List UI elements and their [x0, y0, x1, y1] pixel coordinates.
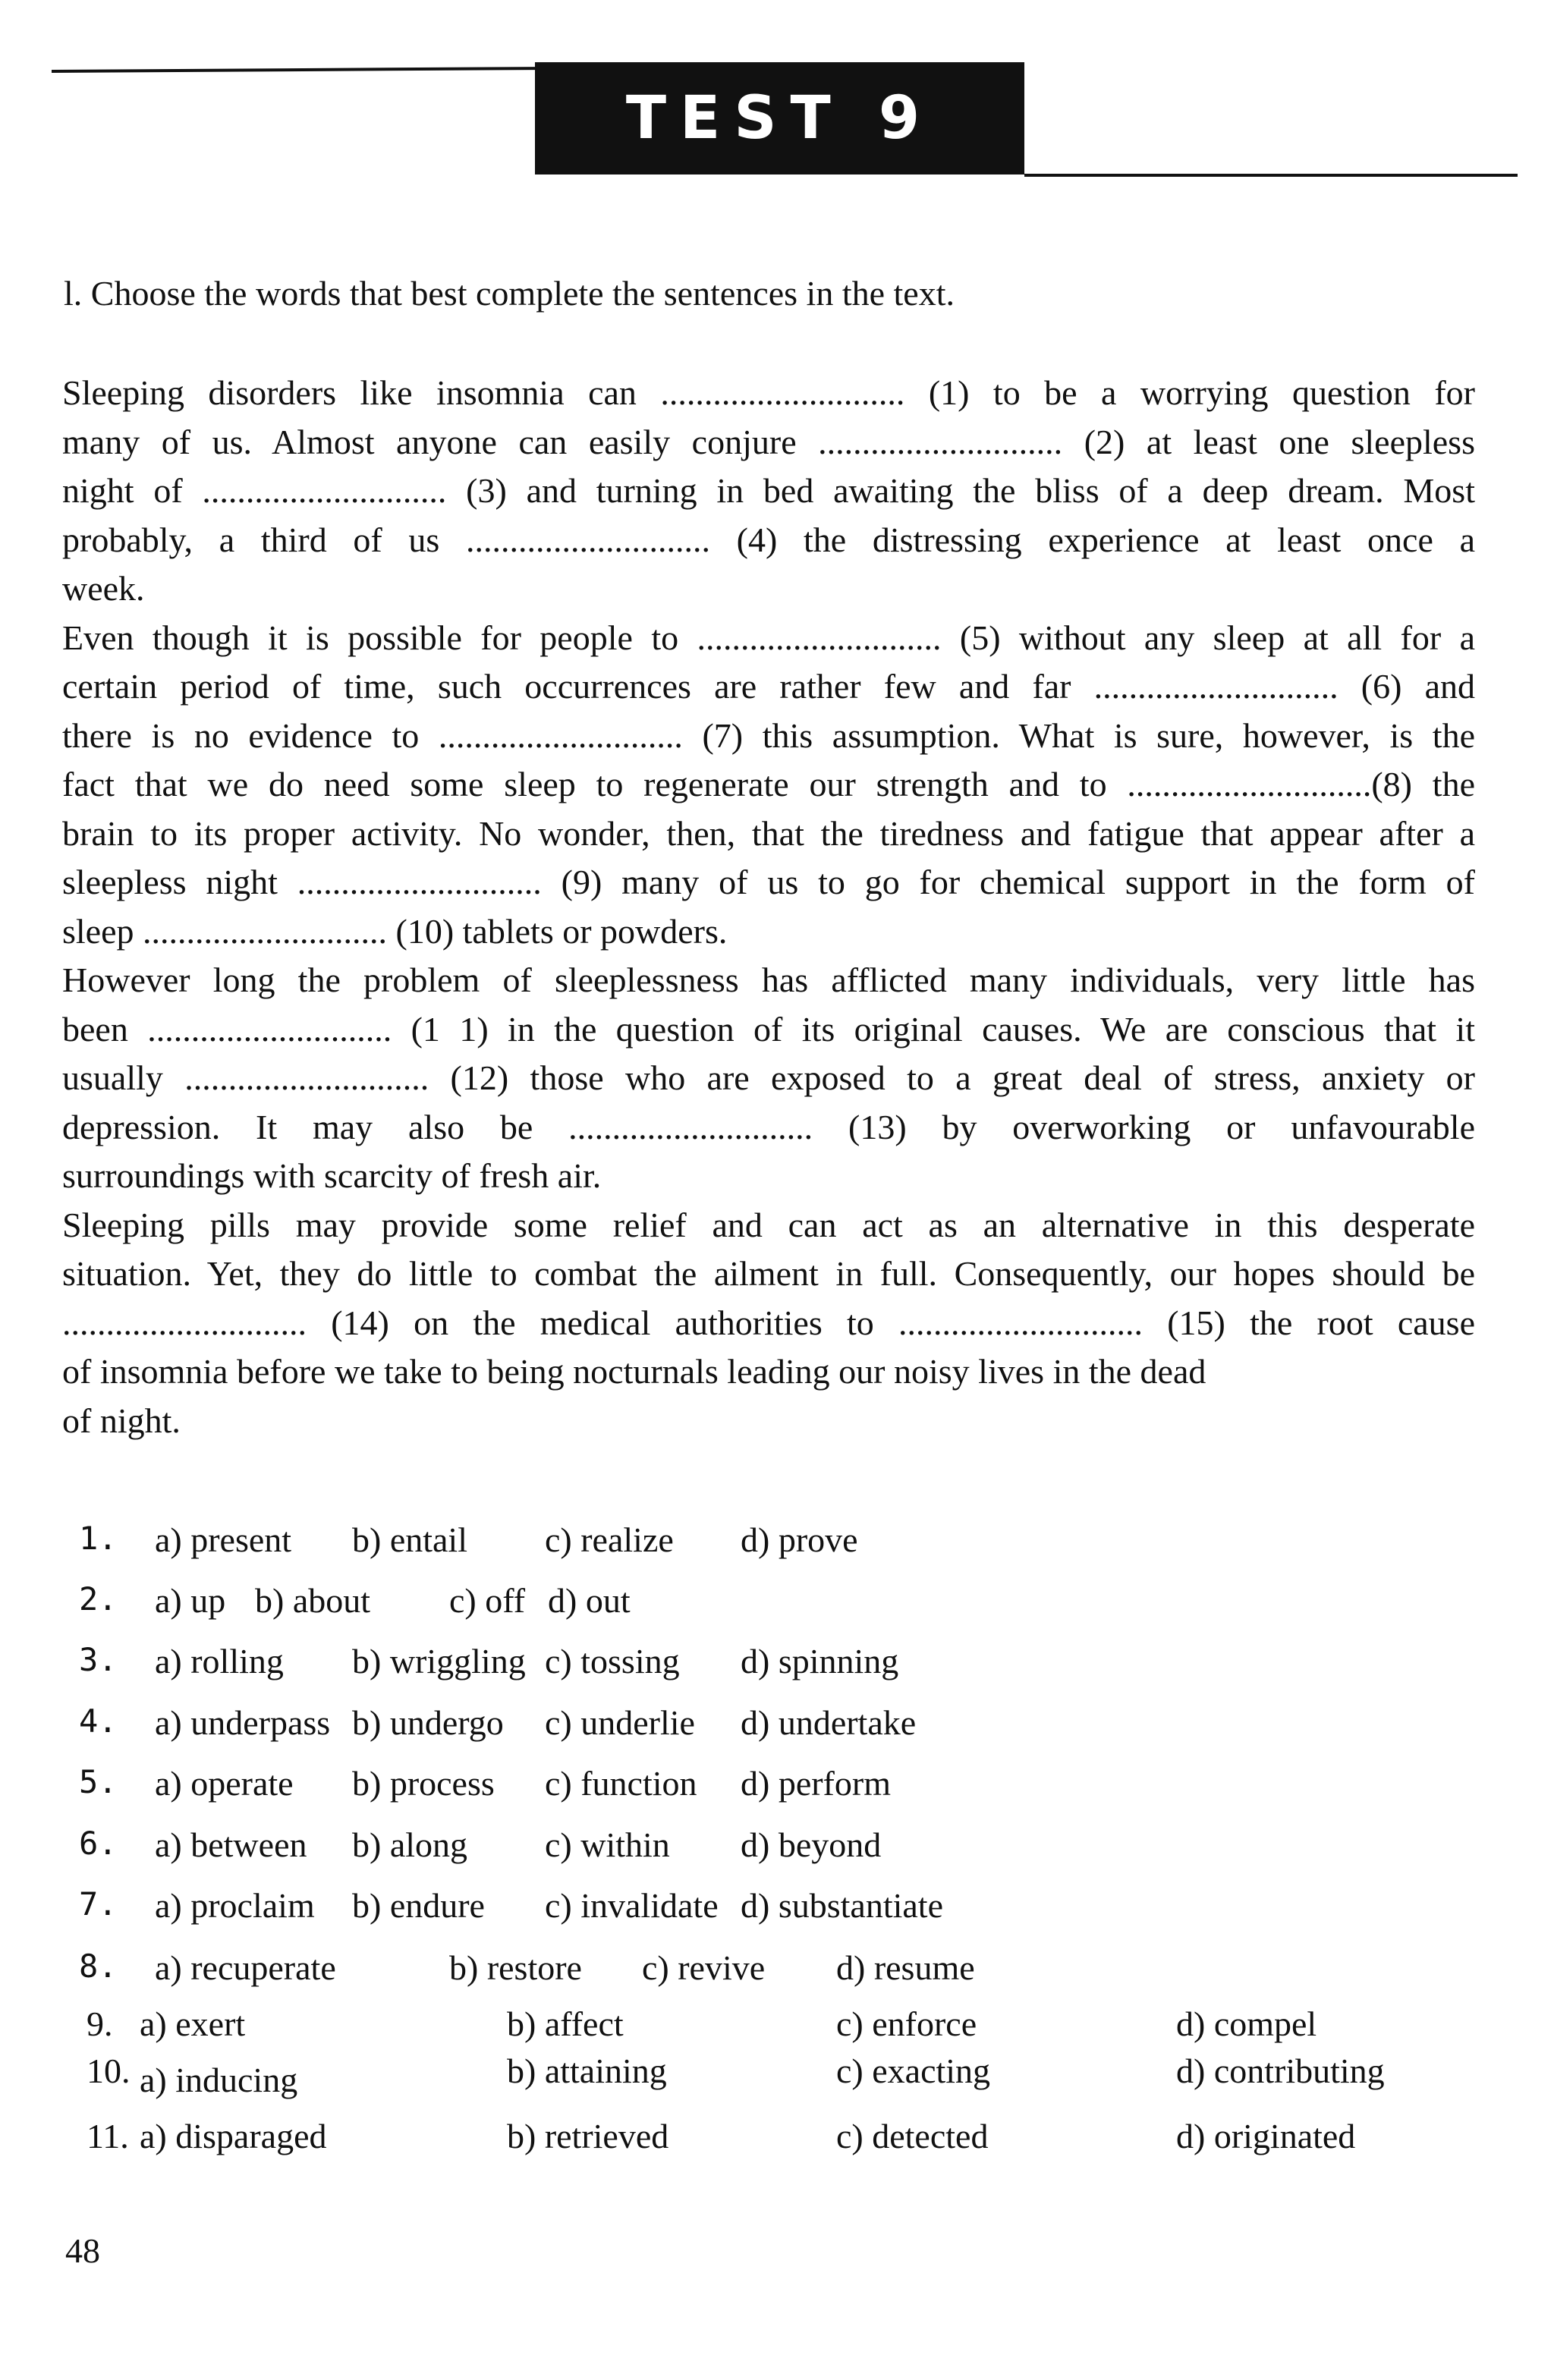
option-c: c) function — [545, 1764, 697, 1803]
passage-line: brain to its proper activity. No wonder, then, that the tiredness and fatigue that appear after a — [62, 813, 1475, 853]
option-c: c) detected — [836, 2117, 989, 2155]
passage-line: sleep ............................ (10) tablets or powders. — [62, 911, 728, 951]
option-d: d) undertake — [741, 1703, 917, 1742]
option-a: a) underpass — [155, 1703, 331, 1742]
option-c: c) realize — [545, 1520, 674, 1559]
option-d: d) perform — [741, 1764, 891, 1803]
option-row — [0, 1763, 1554, 1809]
passage-line: of insomnia before we take to being nocturnals leading our noisy lives in the dead — [62, 1352, 1206, 1391]
exercise-instruction: l. Choose the words that best complete the sentences in the text. — [64, 274, 955, 313]
passage-line: been ............................ (1 1) in the question of its original causes. We are conscious that it — [62, 1009, 1475, 1049]
passage-line: depression. It may also be ............................ (13) by overworking or unfavourable — [62, 1107, 1475, 1146]
passage-line: However long the problem of sleeplessness has afflicted many individuals, very little has — [62, 960, 1475, 999]
question-number: 1. — [79, 1520, 118, 1557]
option-b: b) affect — [507, 2004, 624, 2043]
option-row — [0, 2116, 1554, 2161]
title-banner — [535, 62, 1024, 174]
option-row — [0, 1702, 1554, 1748]
option-a: a) recuperate — [155, 1948, 336, 1987]
option-d: d) spinning — [741, 1642, 899, 1680]
option-c: c) invalidate — [545, 1886, 719, 1925]
passage-line: ............................ (14) on the medical authorities to ............................ (15) the root cause — [62, 1303, 1475, 1342]
question-number: 3. — [79, 1641, 118, 1678]
passage-line: usually ............................ (12) those who are exposed to a great deal of stress, anxiety or — [62, 1058, 1475, 1097]
option-c: c) off — [449, 1581, 526, 1620]
option-c: c) revive — [642, 1948, 766, 1987]
option-a: a) disparaged — [140, 2117, 327, 2155]
option-b: b) wriggling — [352, 1642, 526, 1680]
option-b: b) restore — [449, 1948, 582, 1987]
option-b: b) endure — [352, 1886, 485, 1925]
option-row — [0, 1885, 1554, 1931]
option-d: d) originated — [1176, 2117, 1356, 2155]
option-a: a) operate — [155, 1764, 294, 1803]
option-c: c) underlie — [545, 1703, 695, 1742]
option-row — [0, 1641, 1554, 1687]
passage-line: Sleeping pills may provide some relief and can act as an alternative in this desperate — [62, 1205, 1475, 1244]
page-number: 48 — [65, 2231, 100, 2270]
passage-line: sleepless night ............................ (9) many of us to go for chemical support in the form of — [62, 863, 1475, 901]
header-rule-left — [52, 67, 537, 73]
option-a: a) proclaim — [155, 1886, 315, 1925]
option-d: d) substantiate — [741, 1886, 943, 1925]
option-b: b) attaining — [507, 2051, 667, 2090]
option-c: c) exacting — [836, 2051, 991, 2090]
passage-line: probably, a third of us ............................ (4) the distressing experience at least once a — [62, 520, 1475, 559]
passage-line: surroundings with scarcity of fresh air. — [62, 1156, 602, 1195]
option-b: b) process — [352, 1764, 495, 1803]
option-row — [0, 1520, 1554, 1565]
passage-line: situation. Yet, they do little to combat the ailment in full. Consequently, our hopes should be — [62, 1254, 1475, 1293]
option-d: d) compel — [1176, 2004, 1317, 2043]
option-a: a) up — [155, 1581, 226, 1620]
passage-line: there is no evidence to ............................ (7) this assumption. What is sure, however, is the — [62, 715, 1475, 755]
option-row — [0, 2051, 1554, 2099]
question-number: 11. — [87, 2117, 129, 2155]
option-a: a) between — [155, 1825, 307, 1864]
option-d: d) resume — [836, 1948, 975, 1987]
page-title: TEST 9 — [625, 84, 934, 152]
option-row — [0, 1580, 1554, 1626]
option-a: a) present — [155, 1520, 292, 1559]
question-number: 8. — [79, 1948, 118, 1985]
option-d: d) prove — [741, 1520, 858, 1559]
question-number: 2. — [79, 1580, 118, 1618]
option-c: c) within — [545, 1825, 670, 1864]
option-a: a) rolling — [155, 1642, 284, 1680]
option-c: c) enforce — [836, 2004, 977, 2043]
option-b: b) along — [352, 1825, 468, 1864]
option-d: d) contributing — [1176, 2051, 1385, 2090]
option-row — [0, 1825, 1554, 1870]
question-number: 10. — [87, 2051, 131, 2090]
question-number: 5. — [79, 1763, 118, 1800]
option-a: a) exert — [140, 2004, 246, 2043]
option-b: b) about — [255, 1581, 371, 1620]
passage-line: fact that we do need some sleep to regenerate our strength and to ............................(8) the — [62, 765, 1475, 803]
passage-line: Even though it is possible for people to ............................ (5) without any sleep at all for a — [62, 618, 1475, 657]
option-b: b) retrieved — [507, 2117, 669, 2155]
option-a: a) inducing — [140, 2061, 298, 2099]
passage-line: of night. — [62, 1401, 181, 1440]
header-rule-right — [1024, 174, 1518, 177]
option-row — [0, 2004, 1554, 2049]
option-row — [0, 1948, 1554, 1993]
passage-line: Sleeping disorders like insomnia can ............................ (1) to be a worrying question for — [62, 373, 1475, 412]
option-c: c) tossing — [545, 1642, 680, 1680]
passage-line: certain period of time, such occurrences are rather few and far ............................ (6) and — [62, 667, 1475, 706]
cloze-passage — [62, 369, 1475, 1445]
question-number: 4. — [79, 1702, 118, 1740]
question-number: 7. — [79, 1885, 118, 1923]
option-b: b) entail — [352, 1520, 467, 1559]
option-d: d) out — [548, 1581, 631, 1620]
question-number: 6. — [79, 1825, 118, 1862]
question-number: 9. — [87, 2004, 113, 2043]
option-d: d) beyond — [741, 1825, 882, 1864]
passage-line: night of ............................ (3) and turning in bed awaiting the bliss of a deep dream. Most — [62, 471, 1475, 510]
passage-line: many of us. Almost anyone can easily conjure ............................ (2) at least one sleepless — [62, 422, 1475, 461]
passage-line: week. — [62, 569, 145, 608]
option-b: b) undergo — [352, 1703, 504, 1742]
